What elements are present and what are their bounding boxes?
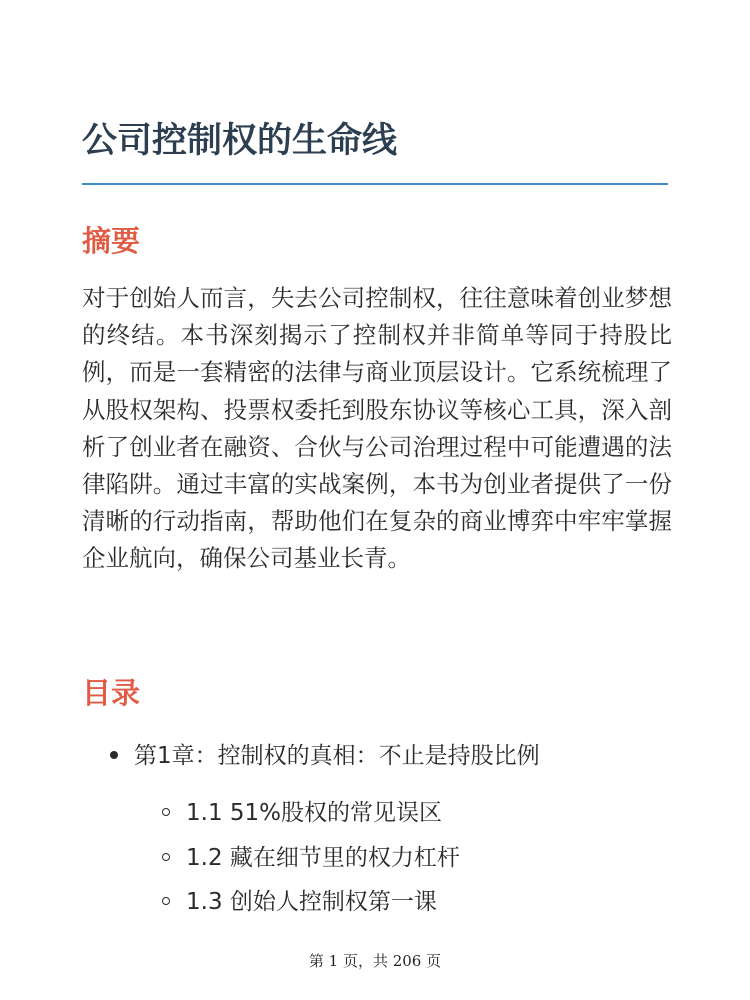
toc-section-label: 1.2 藏在细节里的权力杠杆	[186, 845, 460, 871]
toc-section-1-3[interactable]	[162, 886, 437, 918]
page-number-footer: 第 1 页，共 206 页	[308, 952, 442, 970]
bullet-disc-icon	[110, 751, 118, 759]
toc-section-label: 1.1 51%股权的常见误区	[186, 800, 443, 826]
toc-section-label: 1.3 创始人控制权第一课	[186, 889, 437, 915]
document-title: 公司控制权的生命线	[82, 121, 398, 161]
toc-section-1-1[interactable]	[162, 797, 442, 829]
toc-chapter-1[interactable]	[110, 740, 540, 772]
bullet-circle-icon	[162, 853, 170, 861]
bullet-circle-icon	[162, 808, 170, 816]
toc-section-1-2[interactable]	[162, 842, 460, 874]
summary-paragraph: 对于创始人而言，失去公司控制权，往往意味着创业梦想的终结。本书深刻揭示了控制权并非简单等同于持股比例，而是一套精密的法律与商业顶层设计。它系统梳理了从股权架构、投票权委托到股东协议等核心工具，深入剖析了创业者在融资、合伙与公司治理过程中可能遭遇的法律陷阱。通过丰富的实战案例，本书为创业者提供了一份清晰的行动指南，帮助他们在复杂的商业博弈中牢牢掌握企业航向，确保公司基业长青。	[82, 284, 672, 573]
summary-heading: 摘要	[82, 224, 141, 258]
title-divider	[82, 183, 668, 185]
bullet-circle-icon	[162, 897, 170, 905]
toc-chapter-label: 第1章：控制权的真相：不止是持股比例	[134, 743, 540, 769]
toc-heading: 目录	[82, 676, 141, 710]
